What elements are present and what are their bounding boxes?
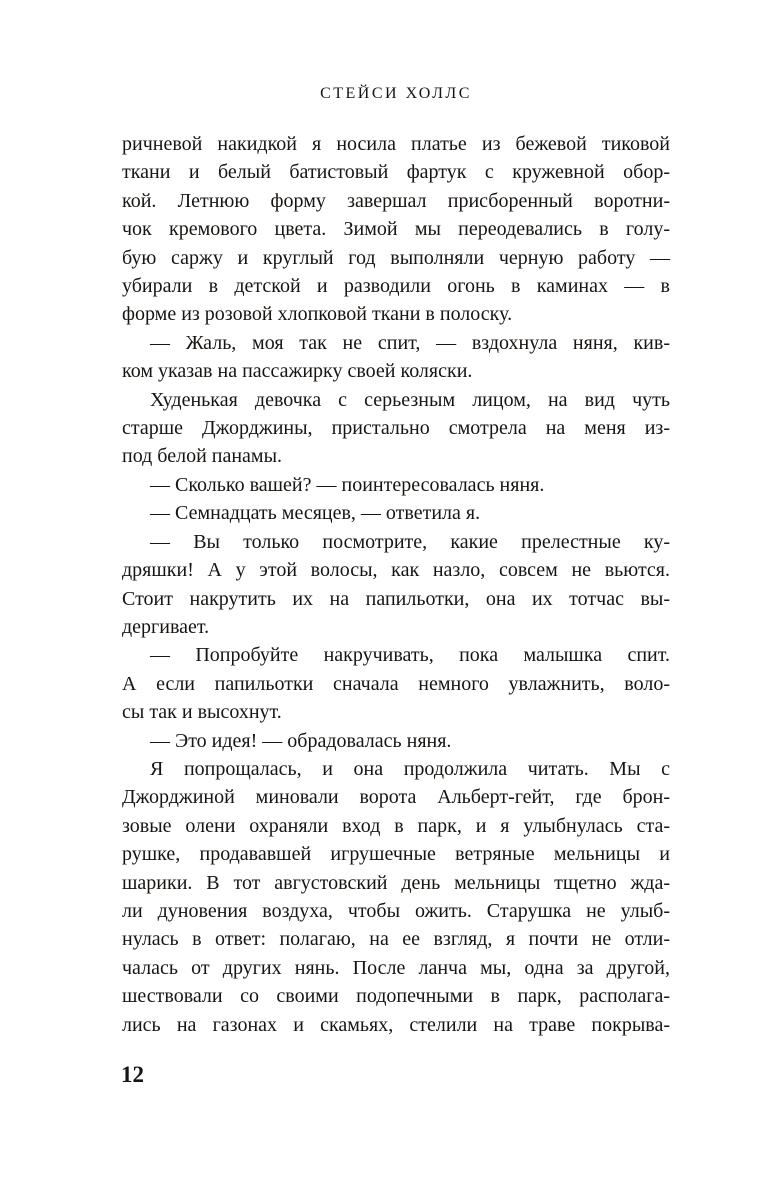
text-line: Я попрощалась, и она продолжила читать. Мы с [150, 757, 670, 780]
text-line: дряшки! А у этой волосы, как назло, совсем не вьются. [122, 559, 670, 582]
text-line: ткани и белый батистовый фартук с кружевной обор- [122, 161, 670, 184]
text-line: рушке, продававшей игрушечные ветряные мельницы и [122, 843, 670, 866]
text-line: зовые олени охраняли вход в парк, и я улыбнулась ста- [122, 814, 670, 837]
text-line: ли дуновения воздуха, чтобы ожить. Старушка не улыб- [122, 899, 670, 922]
text-line: ричневой накидкой я носила платье из бежевой тиковой [122, 133, 670, 155]
text-line: кой. Летнюю форму завершал присборенный воротни- [122, 189, 670, 212]
text-line: — Это идея! — обрадовалась няня. [150, 729, 452, 752]
page-text [122, 130, 670, 1039]
text-line: лись на газонах и скамьях, стелили на траве покрыва- [122, 1013, 670, 1036]
text-line: — Семнадцать месяцев, — ответила я. [150, 502, 481, 525]
text-line: бую саржу и круглый год выполняли черную работу — [122, 246, 670, 269]
text-line: дергивает. [122, 615, 210, 638]
text-line: форме из розовой хлопковой ткани в полоску. [122, 303, 513, 326]
page-number: 12 [121, 1062, 144, 1087]
text-line: старше Джорджины, пристально смотрела на меня из- [122, 417, 670, 440]
text-line: — Попробуйте накручивать, пока малышка спит. [150, 644, 670, 667]
running-header: СТЕЙСИ ХОЛЛС [320, 85, 472, 102]
text-line: — Сколько вашей? — поинтересовалась няня. [150, 473, 545, 496]
text-line: нулась в ответ: полагаю, на ее взгляд, я почти не отли- [122, 928, 670, 951]
text-line: — Жаль, моя так не спит, — вздохнула няня, кив- [150, 331, 670, 354]
text-line: чалась от других нянь. После ланча мы, одна за другой, [122, 956, 670, 979]
text-line: А если папильотки сначала немного увлажнить, воло- [122, 672, 670, 695]
text-line: сы так и высохнут. [122, 701, 282, 724]
text-line: шарики. В тот августовский день мельницы тщетно жда- [122, 871, 670, 894]
text-line: под белой панамы. [122, 445, 283, 468]
text-line: чок кремового цвета. Зимой мы переодевались в голу- [122, 218, 670, 241]
text-line: шествовали со своими подопечными в парк, располага- [122, 985, 670, 1008]
text-line: — Вы только посмотрите, какие прелестные ку- [150, 530, 670, 553]
text-line: убирали в детской и разводили огонь в каминах — в [122, 275, 670, 298]
text-line: Стоит накрутить их на папильотки, она их тотчас вы- [122, 587, 670, 610]
text-line: Худенькая девочка с серьезным лицом, на вид чуть [150, 388, 670, 411]
text-line: Джорджиной миновали ворота Альберт-гейт, где брон- [122, 786, 670, 809]
text-line: ком указав на пассажирку своей коляски. [122, 360, 473, 383]
